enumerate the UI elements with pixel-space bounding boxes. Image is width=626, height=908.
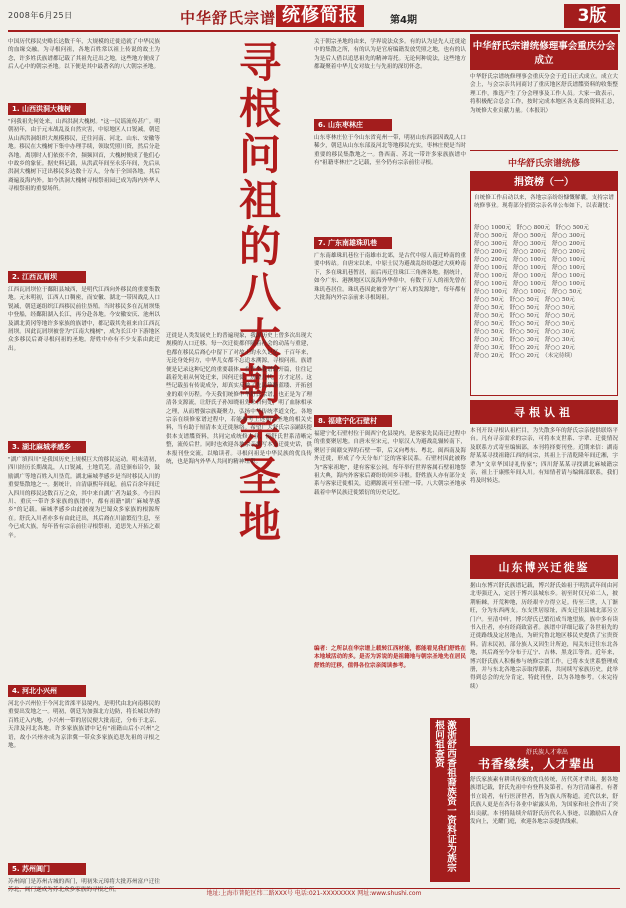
section-text-5: 苏州阊门是苏州古城的西门，明初朱元璋将大批苏州富户迁往苏北，阊门遂成为苏北众多家族的寻根之所。 (8, 879, 160, 894)
donor-line: 舒○○ 30元 舒○○ 20元 舒○○ 20元 (474, 345, 575, 351)
intro-text: 中国历代移民史略长达数千年，大规模的迁徙造就了中华民族的血缘交融。为寻根问祖，各地百姓常以祖上传说的故土为念，许多姓氏族谱都记载了其祖先迁出之地，这些地方便成了后人心中的朝宗圣地。以下便是其中最著名的八大朝宗圣地。 (8, 39, 160, 71)
editor-note: 编者：之所以在华宗谱上载转江西材能，都能看见我们舒姓在本地域活动的多。是否为诉说的是祖籍地与朝宗圣地先在居民舒姓的迁移，值得各位宗亲阅读参考。 (314, 646, 466, 669)
donor-line: 舒○○ 100元 舒○○ 100元 舒○○ 100元 (474, 273, 586, 279)
donor-line: 舒○○ 50元 舒○○ 50元 舒○○ 50元 (474, 313, 575, 319)
column-1 (8, 38, 160, 894)
donor-line: 舒○○ 500元 舒○○ 500元 舒○○ 300元 (474, 233, 586, 239)
donor-line: 舒○○ 20元 舒○○ 20元 （未完待续） (474, 353, 576, 359)
right-column (470, 34, 618, 850)
donor-line: 舒○○ 200元 舒○○ 100元 舒○○ 100元 (474, 257, 586, 263)
bottom-slogan-small: 舒氏族人才辈出 (526, 749, 569, 756)
section-text-3: "湖广填四川"是我国历史上规模巨大的移民运动。明末清初，四川经历长期战乱，人口锐减，土地荒芜。清廷颁布诏令，鼓励湖广等地百姓入川垦荒。湖北麻城孝感乡是当时移民入川的重要集散地之一。据统计，自清康熙年间起，前后百余年间迁入四川的移民达数百万之众，其中来自湖广者为最多。今日四川、重庆一带许多家族的族谱中，都有祖籍"湖广麻城孝感乡"的记载。麻城孝感乡由此被视为巴蜀众多家族的根源所在。舒氏入川者亦多有由此迁出，其后裔在川渝繁衍生息，至今已成大族，每年皆有宗亲前往寻根祭祖，追思先人开拓之艰辛。 (8, 457, 160, 539)
donor-line: 舒○○ 30元 舒○○ 30元 舒○○ 30元 (474, 337, 575, 343)
column-3 (314, 38, 466, 670)
shandong-title: 山东博兴迁徙鉴 (470, 555, 618, 579)
seek-roots-text: 本刊开设寻根认祖栏目，为失散多年的舒氏宗亲提供联络平台。凡有寻亲需求的宗亲，可将本支世系、字辈、迁徙情况及联系方式寄至编辑部，本刊将择要刊登。近期来信：湖南舒某某寻找祖籍江西的同宗，其祖上于清乾隆年间迁湘，字辈为"文章华国诗礼传家"；四川舒某某寻找湖北麻城籍宗亲，祖上于康熙年间入川。有知情者请与编辑部联系，我们将及时转达。 (470, 428, 618, 485)
shandong-text: 据山东博兴舒氏族谱记载，博兴舒氏始祖于明洪武年间由河北枣强迁入，定居于博兴县城东乡。初至时仅兄弟二人，披荆斩棘，开荒种地，历经艰辛方得立足。传至三世，人丁渐旺，分为东西两支。东支世居原址，西支迁往县城北部另立门户。至清中叶，博兴舒氏已繁衍成当地望族，族中多有读书入仕者，亦有经商致富者。族谱中详细记载了各世祖先的迁徙路线及定居地点，为研究鲁北地区移民史提供了宝贵资料。清末民初，部分族人又因生计所迫，闯关东迁往东北各地，其后裔至今分布于辽宁、吉林、黑龙江等省。近年来，博兴舒氏族人积极参与统修宗谱工作，已将本支世系整理成册，并与东北各地宗亲取得联系，共同续写家族历史，此举得到总会的充分肯定，特此刊登，以为各地参考。（未完待续） (470, 583, 618, 690)
branch-notice-title: 中华舒氏宗谱统修理事会重庆分会成立 (470, 34, 618, 70)
paper-title: 统修简报 (276, 5, 364, 27)
donor-banner: 中华舒氏宗谱统修 (507, 159, 580, 169)
donor-line: 舒○○ 300元 舒○○ 300元 舒○○ 200元 (474, 241, 586, 247)
divider-1 (470, 150, 618, 151)
col2-text: 迁徙是人类发展史上的普遍现象，我国历史上曾多次出现大规模的人口迁移。每一次迁徙都伴随着社会的动荡与重建，也都在移民后裔心中留下了对故土的永久记忆。千百年来，无论身处何方，中华儿女都不忘追本溯源，寻根问祖。族谱便是记录这种记忆的重要载体。在许多族谱的开篇，往往记载着先祖从何处迁来，因何迁徙，历经几代，方才定居。这些记载虽有传说成分，却真实反映了先民筚路蓝缕、开拓创业的艰辛历程。今天我们统修中华舒氏宗谱，也正是为了理清各支源流，让舒氏子孙知晓祖先来自何处，明了血脉相承之理，从而增强宗族凝聚力，弘扬中华传统孝道文化。各地宗亲在续修家谱过程中，若能参考上述朝宗圣地的相关史料，当有助于厘清本支迁徙脉络。希望广大舒氏宗亲踊跃提供本支谱牒资料，共同完成统修大业，使舒氏世系清晰完整，流传后世。同时也欢迎各地宗亲撰写本支迁徙史话，供本报刊登交流，以飨读者。寻根问祖是中华民族的优良传统，也是海内外华人共同的精神纽带。 (166, 333, 312, 466)
donor-intro: 自统修工作启动以来，各地宗亲纷纷慷慨解囊，支持宗谱统修事业。现将部分捐资宗亲名单公布如下，以表谢忱： (474, 195, 614, 210)
seek-roots-title: 寻根认祖 (470, 400, 618, 424)
donor-line: 舒○○ 100元 舒○○ 100元 舒○○ 100元 (474, 281, 586, 287)
section-tag-8: 8. 福建宁化石壁村 (314, 415, 392, 427)
section-tag-4: 4. 河北小兴州 (8, 685, 86, 697)
section-text-2: 江西瓦屑坝位于鄱阳县城西，是明代江西向外移民的重要集散地。元末明初，江西人口稠密，而安徽、湖北一带因战乱人口锐减，朝廷遂组织江西移民前往垦殖。当时移民多在瓦屑坝集中登船，经鄱阳湖入长江，再分赴各地。今安徽安庆、池州以及湖北黄冈等地许多家族的族谱中，都记载其先祖来自江西瓦屑坝。因此瓦屑坝被誉为"江南大槐树"，成为长江中下游地区众多移民后裔寻根问祖的圣地。舒姓中亦有不少支系由此迁出。 (8, 287, 160, 352)
donor-line: 舒○○ 100元 舒○○ 100元 舒○○ 50元 (474, 289, 582, 295)
donor-line: 舒○○ 1000元 舒○○ 800元 舒○○ 500元 (474, 225, 589, 231)
section-tag-5: 5. 苏州阊门 (8, 863, 86, 875)
bottom-right-text: 舒氏家族素有耕读传家的优良传统，历代英才辈出。据各地族谱记载，舒氏先祖中有登科及第者，有为官清廉者，有著书立说者，有行医济世者，皆为族人所称道。近代以来，舒氏族人更是在各行各业中崭露头角，为国家和社会作出了突出贡献。本刊将陆续介绍舒氏历代名人事迹，以激励后人奋发向上，光耀门庭，欢迎各地宗亲提供线索。 (470, 777, 618, 826)
section-text-6: 山东枣林庄位于今山东省兖州一带，明初山东西部因战乱人口稀少，朝廷从山东东部及河北等地移民充实，枣林庄便是当时重要的移民集散地之一。鲁西南、苏北一带许多家族族谱中有"祖籍枣林庄"之记载，至今仍有宗亲前往寻根。 (314, 135, 466, 167)
donor-line: 舒○○ 100元 舒○○ 100元 舒○○ 100元 (474, 265, 586, 271)
section-tag-7: 7. 广东南雄珠玑巷 (314, 237, 392, 249)
donor-line: 舒○○ 50元 舒○○ 50元 舒○○ 50元 (474, 305, 575, 311)
page-number: 3版 (564, 4, 620, 28)
section-tag-6: 6. 山东枣林庄 (314, 119, 392, 131)
section-tag-3: 3. 湖北麻城孝感乡 (8, 441, 86, 453)
section-tag-1: 1. 山西洪洞大槐树 (8, 103, 86, 115)
vertical-banner (430, 718, 470, 882)
section-text-4: 河北小兴州位于今河北省滦平县境内，是明代由北向南移民的重要出发地之一。明初，朝廷为加强北方边防，将长城以外的百姓迁入内地，小兴州一带的居民便大批南迁，分布于北京、天津及河北各地。许多家族族谱中记有"祖籍山后小兴州"之语，故小兴州亦成为京津冀一带众多家族追思先祖的寻根之地。 (8, 701, 160, 750)
vertical-banner-text: 激浙舒西香祖裔族资一资料证为族宗根问祖查资 (433, 720, 456, 872)
section-text-8: 福建宁化石壁村位于闽西宁化县境内，是客家先民南迁过程中的重要聚居地。自唐末至宋元，中原汉人为避战乱辗转南下，聚居于闽赣交界的石壁一带，后又向粤东、粤北、闽西南及海外迁徙，形成了今天分布广泛的客家民系。石壁村因此被称为"客家祖地"，建有客家公祠，每年举行世界客属石壁祖地祭祖大典，海内外客家后裔纷纷回乡寻根。舒姓族人亦有部分支系与客家迁徙相关，追溯源流可至石壁一带。八大朝宗圣地承载着中华民族迁徙繁衍的历史记忆。 (314, 431, 466, 496)
donor-line: 舒○○ 50元 舒○○ 50元 舒○○ 30元 (474, 329, 575, 335)
headline: 寻根问祖的八大朝宗圣地 (238, 38, 281, 547)
page-footer: 地址:上海市普陀区纬二路XXX号 电话:021-XXXXXXXX 网址:www.shushi.com (8, 888, 620, 899)
page-header (8, 6, 620, 32)
donor-title: 捐资榜（一） (470, 171, 618, 190)
section-text-1: "问我祖先何处来，山西洪洞大槐树。"这一民谣流传甚广。明朝初年，由于元末战乱及自然灾害，中原地区人口锐减，朝廷从山西洪洞组织大规模移民，迁往河南、河北、山东、安徽等地。移民在大槐树下集中办理手续，领取凭照川资，然后分赴各地。离别时人们依依不舍，频频回首，大槐树便成了他们心中故乡的象征。据史料记载，从洪武年间至永乐年间，先后从洪洞大槐树下迁出移民多达数十万人，分布于全国各地，其后裔遍及海内外。如今洪洞大槐树寻根祭祖园已成为海内外华人寻根祭祖的重要场所。 (8, 119, 160, 193)
section-tag-2: 2. 江西瓦屑坝 (8, 271, 86, 283)
issue-number: 第4期 (390, 15, 417, 26)
branch-notice-text: 中华舒氏宗谱统修理事会重庆分会于近日正式成立。成立大会上，与会宗亲共同商讨了重庆地区舒氏谱牒资料的收集整理工作，推选产生了分会理事及工作人员。大家一致表示，将积极配合总会工作，按时完成本地区各支系的资料汇总，为统修大业贡献力量。（本报讯） (470, 74, 618, 114)
donor-line: 舒○○ 50元 舒○○ 50元 舒○○ 50元 (474, 321, 575, 327)
donor-line: 舒○○ 200元 舒○○ 200元 舒○○ 200元 (474, 249, 586, 255)
bottom-slogan: 书香缘续，人才辈出 (478, 757, 596, 771)
donor-line: 舒○○ 50元 舒○○ 50元 舒○○ 50元 (474, 297, 575, 303)
bottom-slogan-box (470, 746, 620, 772)
col3-top-text: 关于朝宗圣地的由来，学界说法众多。有的认为是先人迁徙途中的集散之所，有的认为是官府编籍发放凭照之地，也有的认为是后人借以追思祖先的精神寄托。无论何种说法，这些地方都凝聚着中华儿女对故土与先祖的深切怀念。 (314, 39, 466, 71)
section-text-7: 广东南雄珠玑巷位于南雄市北郊，是古代中原人南迁岭南的重要中转站。自唐宋以来，中原士民为避战乱纷纷越过大庾岭南下，多在珠玑巷暂居，而后再迁往珠江三角洲各地。据统计，如今广东、港澳地区以及海外华侨中，有数千万人的祖先曾在珠玑巷居住。珠玑巷因此被誉为"广府人的发源地"，每年都有大批海内外宗亲前来寻根谒祖。 (314, 253, 466, 302)
issue-date: 2008年6月25日 (8, 11, 73, 20)
column-2 (166, 332, 312, 878)
donor-list (470, 190, 618, 396)
paper-logo: 中华舒氏宗谱 (180, 9, 277, 27)
